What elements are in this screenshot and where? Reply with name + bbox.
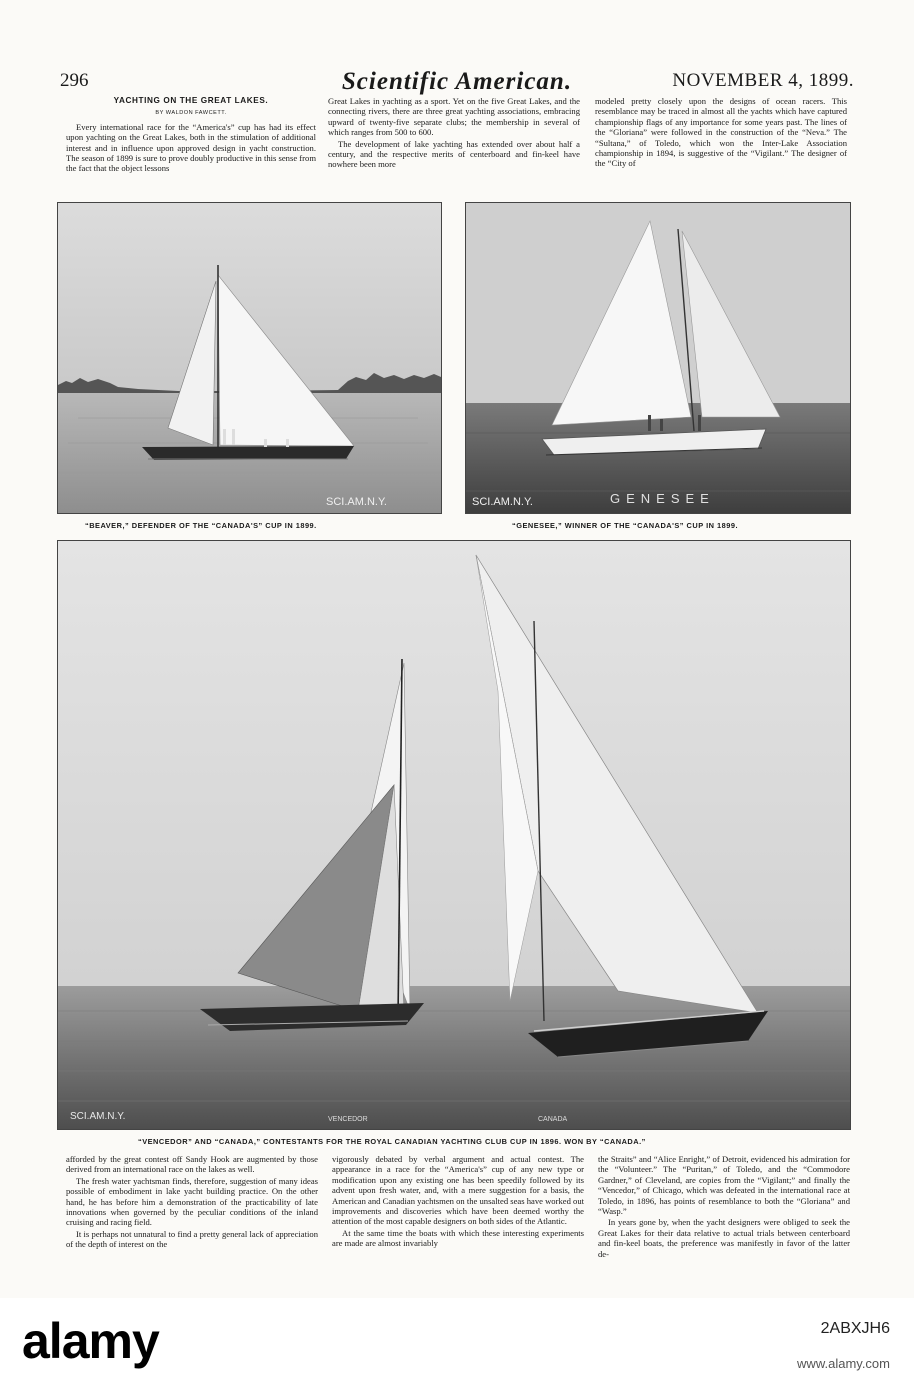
bottom-column-2 bbox=[332, 1154, 584, 1250]
top-column-3 bbox=[595, 96, 847, 170]
top-column-1 bbox=[66, 96, 316, 175]
image-id: 2ABXJH6 bbox=[820, 1320, 890, 1337]
page-number: 296 bbox=[60, 70, 89, 91]
paragraph: Every international race for the “America's” cup has had its effect upon yachting on the Great Lakes, both in the stimulation of additional interest and in influence upon approved design in yacht construction. The season of 1899 is sure to prove doubly productive in this sense from the fact that the object lessons bbox=[66, 121, 316, 174]
photo-genesee bbox=[465, 202, 851, 514]
canada-label: CANADA bbox=[538, 1116, 568, 1123]
vencedor-canada-watermark: SCI.AM.N.Y. bbox=[70, 1111, 126, 1122]
paragraph: In years gone by, when the yacht designers were obliged to seek the Great Lakes for their data relative to actual trials between centerboard and fin-keel boats, the preference was manifestly in favor of the latter de- bbox=[598, 1217, 850, 1259]
alamy-logo: alamy bbox=[22, 1313, 159, 1369]
masthead bbox=[60, 70, 854, 94]
paragraph: the Straits” and “Alice Enright,” of Detroit, evidenced his admiration for the “Volunteer.” The “Puritan,” of Toledo, and the “Commodore Gardner,” of Cleveland, are copies from the “Vigilant;” and finally the “Vencedor,” of Chicago, which was defeated in the international race at Toledo, in 1896, has points of resemblance to both the “Gloriana” and “Wasp.” bbox=[598, 1154, 850, 1217]
genesee-watermark: SCI.AM.N.Y. bbox=[472, 496, 533, 508]
article-title: YACHTING ON THE GREAT LAKES. bbox=[113, 96, 269, 105]
paragraph: The fresh water yachtsman finds, therefore, suggestion of many ideas possible of embodiment in lake yacht building practice. On the other hand, he has before him a demonstration of the practicability of late innovations when governed by the peculiar conditions of the inland cruising and racing field. bbox=[66, 1175, 318, 1228]
vencedor-label: VENCEDOR bbox=[328, 1116, 368, 1123]
beaver-illustration bbox=[58, 203, 441, 513]
footer-url[interactable]: www.alamy.com bbox=[797, 1356, 890, 1371]
stock-footer bbox=[0, 1298, 914, 1390]
top-column-2 bbox=[328, 96, 580, 171]
genesee-illustration bbox=[466, 203, 850, 513]
paragraph: At the same time the boats with which these interesting experiments are made are almost invariably bbox=[332, 1227, 584, 1249]
bottom-column-3 bbox=[598, 1154, 850, 1260]
genesee-hull-label: GENESEE bbox=[610, 491, 715, 506]
caption-genesee: “GENESEE,” WINNER OF THE “CANADA'S” CUP IN 1899. bbox=[512, 521, 739, 530]
paragraph: The development of lake yachting has extended over about half a century, and the respective merits of centerboard and fin-keel have nowhere been more bbox=[328, 138, 580, 170]
paragraph: afforded by the great contest off Sandy Hook are augmented by those derived from an international race on the lakes as well. bbox=[66, 1154, 318, 1175]
issue-date: NOVEMBER 4, 1899. bbox=[672, 70, 854, 91]
vencedor-canada-illustration bbox=[58, 541, 850, 1129]
photo-vencedor-canada bbox=[57, 540, 851, 1130]
beaver-watermark: SCI.AM.N.Y. bbox=[326, 496, 387, 508]
paragraph: It is perhaps not unnatural to find a pretty general lack of appreciation of the depth of interest on the bbox=[66, 1228, 318, 1250]
article-byline: BY WALDON FAWCETT. bbox=[155, 110, 227, 117]
photo-beaver bbox=[57, 202, 442, 514]
caption-beaver: “BEAVER,” DEFENDER OF THE “CANADA'S” CUP IN 1899. bbox=[85, 521, 317, 530]
journal-title: Scientific American. bbox=[341, 68, 573, 95]
paragraph: Great Lakes in yachting as a sport. Yet on the five Great Lakes, and the connecting rivers, there are three great yachting associations, embracing upward of twenty-five separate clubs; the membership in several of which ranges from 500 to 600. bbox=[328, 96, 580, 138]
paragraph: modeled pretty closely upon the designs of ocean racers. This resemblance may be traced in almost all the yachts which have captured championship flags of any importance for some years past. The lines of the “Gloriana” were followed in the construction of the “Neva.” The “Sultana,” of Toledo, which won the Inter-Lake Association championship in 1894, is suggestive of the “Vigilant.” The designer of the “City of bbox=[595, 96, 847, 169]
bottom-column-1 bbox=[66, 1154, 318, 1251]
caption-vencedor-canada: “VENCEDOR” AND “CANADA,” CONTESTANTS FOR THE ROYAL CANADIAN YACHTING CLUB CUP IN 1896. WON BY “CANADA.” bbox=[138, 1137, 646, 1146]
paragraph: vigorously debated by verbal argument and actual contest. The appearance in a race for the “America's” cup of any new type or modification upon any existing one has been speedily followed by its advent upon fresh water, and, with a mere suggestion for a basis, the American and Canadian yachtsmen on the unsalted seas have worked out improvements and discoveries which have been deemed worthy the attention of the most capable designers on both sides of the Atlantic. bbox=[332, 1154, 585, 1227]
